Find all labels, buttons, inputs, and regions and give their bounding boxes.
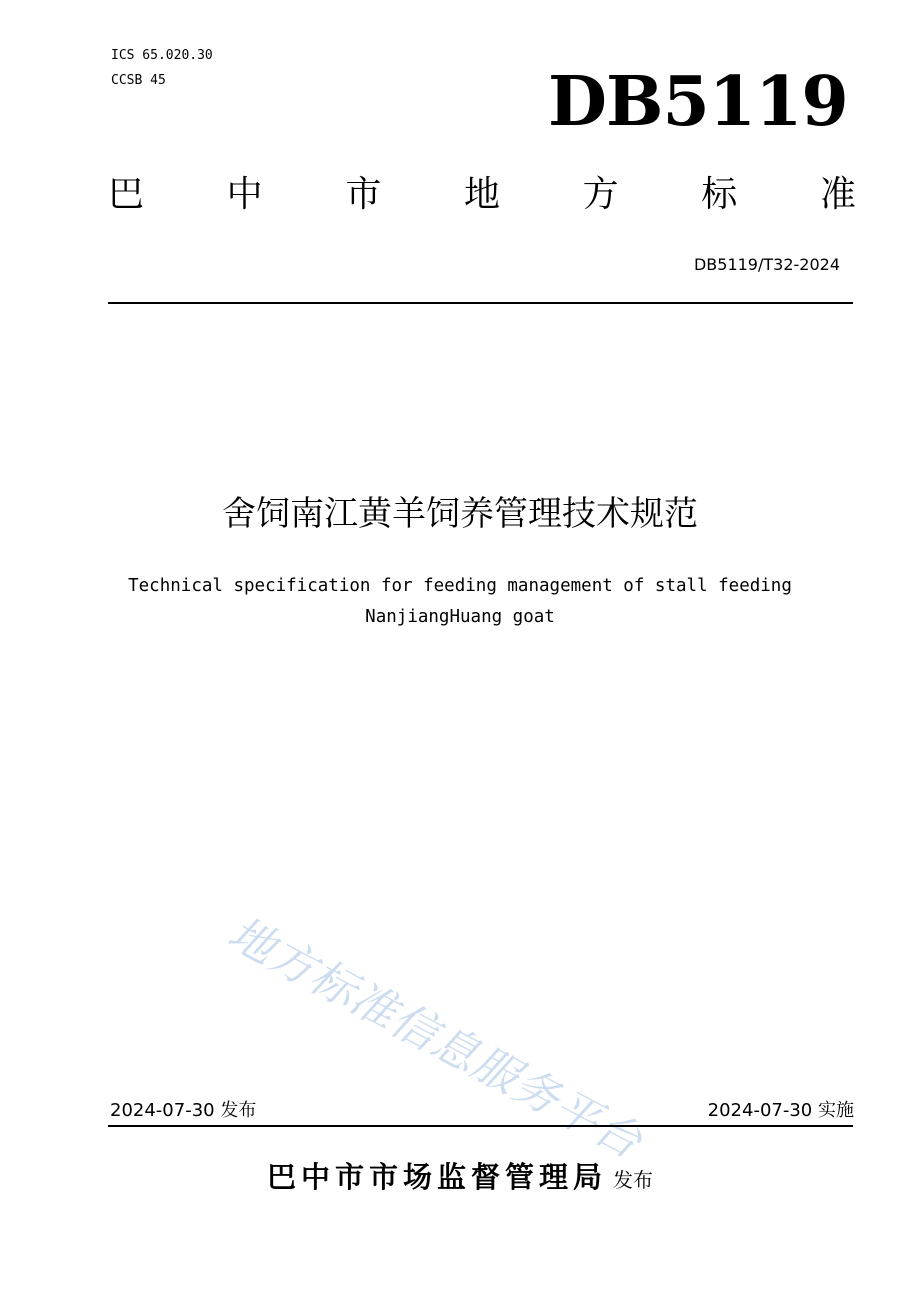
issue-date: 2024-07-30 发布	[110, 1100, 257, 1121]
publisher-org: 巴中市市场监督管理局	[266, 1160, 607, 1194]
ics-code: ICS 65.020.30	[111, 48, 213, 63]
standard-kind-char: 标	[701, 174, 738, 215]
title-english-line2: NanjiangHuang goat	[365, 607, 555, 627]
title-chinese: 舍饲南江黄羊饲养管理技术规范	[222, 494, 698, 534]
standard-kind-char: 巴	[108, 174, 145, 215]
title-english-line1: Technical specification for feeding management of stall feeding	[128, 576, 792, 596]
standard-kind-char: 中	[226, 174, 263, 215]
standard-kind-char: 地	[463, 174, 500, 215]
standard-kind	[108, 168, 856, 222]
footer-divider	[108, 1125, 853, 1127]
standard-code: DB5119	[548, 62, 848, 142]
ccsb-code: CCSB 45	[111, 73, 166, 88]
publisher	[0, 1157, 920, 1200]
watermark: 地方标准信息服务平台	[219, 906, 651, 1169]
publisher-suffix: 发布	[613, 1168, 653, 1192]
implementation-date: 2024-07-30 实施	[707, 1100, 854, 1121]
header-divider	[108, 302, 853, 304]
standard-kind-char: 准	[819, 174, 856, 215]
standard-kind-char: 方	[582, 174, 619, 215]
standard-number: DB5119/T32-2024	[693, 255, 840, 274]
standard-kind-char: 市	[345, 174, 382, 215]
